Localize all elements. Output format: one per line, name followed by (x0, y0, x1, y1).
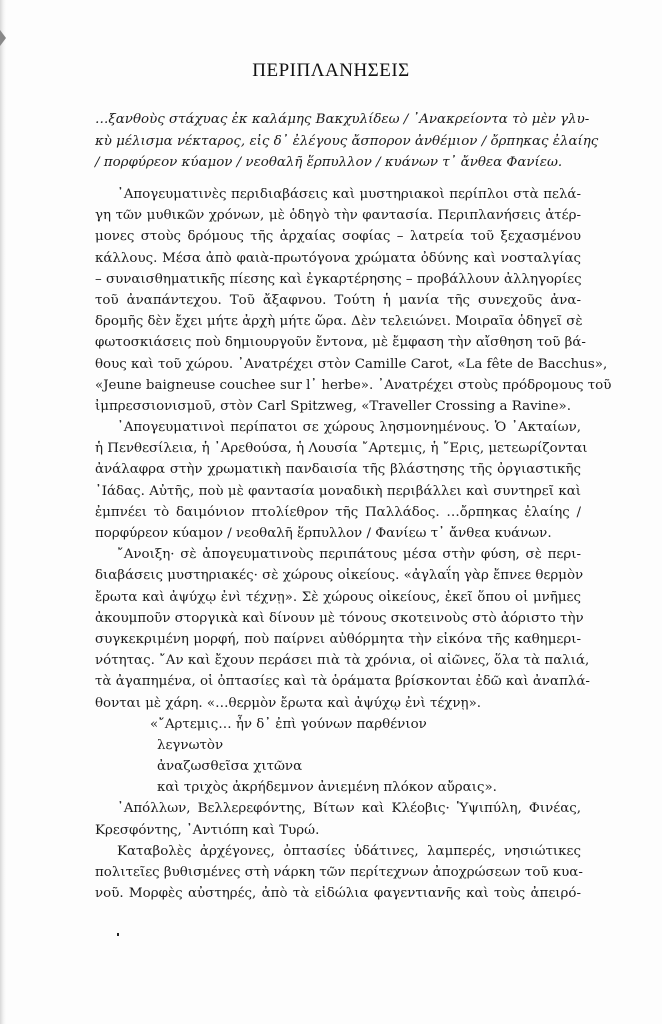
text-line: ἰμπρεσσιονισμοῦ, στὸν Carl Spitzweg, «Traveller Crossing a Ravine». (95, 398, 572, 414)
verse-line: λεγνωτὸν (157, 737, 224, 753)
text-line: γη τῶν μυθικῶν χρόνων, μὲ ὁδηγὸ τὴν φαντασία. Περιπλανήσεις ἀτέρ- (95, 208, 581, 224)
text-line: ᾽Ιάδας. Αὐτῆς, ποὺ μὲ φαντασία μοναδικὴ περιβάλλει καὶ συντηρεῖ καὶ (95, 483, 581, 499)
epigraph-line: …ξανθοὺς στάχυας ἐκ καλάμης Βακχυλίδεω / ᾽Ανακρείοντα τὸ μὲν γλυ- (95, 112, 590, 127)
text-line: ἔρωτα καὶ ἀψύχῳ ἐνὶ τέχνῃ». Σὲ χώρους οἰκείους, ἐκεῖ ὅπου οἱ μνῆμες (95, 589, 581, 605)
verse-line: «῎Αρτεμις… ἦν δ᾽ ἐπὶ γούνων παρθένιον (150, 716, 427, 732)
verse-line: καὶ τριχὸς ἀκρήδεμνον ἀνιεμένη πλόκον αὔραις». (157, 780, 497, 796)
text-line: ῎Ανοιξη· σὲ ἀπογευματινοὺς περιπάτους μέσα στὴν φύση, σὲ περι- (117, 547, 581, 563)
text-line: Κρεσφόντης, ᾽Αντιόπη καὶ Τυρώ. (95, 822, 320, 838)
verse-line: ἀναζωσθεῖσα χιτῶνα (157, 759, 303, 775)
text-line: διαβάσεις μυστηριακές· σὲ χώρους οἰκείους. «ἀγλαΐη γὰρ ἔπνεε θερμὸν (95, 568, 584, 584)
text-line: κάλλους. Μέσα ἀπὸ φαιὰ-πρωτόγονα χρώματα ὀδύνης καὶ νοσταλγίας (95, 250, 581, 266)
text-line: Καταβολὲς ἀρχέγονες, ὀπτασίες ὑδάτινες, λαμπερές, νησιώτικες (117, 843, 581, 859)
text-line: πολιτεῖες βυθισμένες στὴ νάρκη τῶν περίτεχνων ἀποχρώσεων τοῦ κυα- (95, 865, 583, 880)
epigraph (95, 109, 599, 174)
chapter-title: ΠΕΡΙΠΛΑΝΗΣΕΙΣ (252, 60, 410, 81)
text-line: τὰ ἀγαπημένα, οἱ ὀπτασίες καὶ τὰ ὁράματα βρίσκονται ἐδῶ καὶ ἀναπλά- (95, 674, 590, 690)
text-line: νότητας. ῎Αν καὶ ἔχουν περάσει πιὰ τὰ χρόνια, οἱ αἰῶνες, ὅλα τὰ παλιά, (95, 653, 590, 669)
text-line: – συναισθηματικῆς πίεσης καὶ ἐγκαρτέρησης – προβάλλουν ἀλληγορίες (95, 271, 582, 287)
text-line: «Jeune baigneuse couchee sur l᾽ herbe». ᾽Ανατρέχει στοὺς πρόδρομους τοῦ (95, 377, 612, 393)
epigraph-line: κὺ μέλισμα νέκταρος, εἰς δ᾽ ἐλέγους ἄσπορον ἀνθέμιον / ὄρπηκας ἐλαίης (95, 133, 599, 149)
text-line: θονται μὲ χάρη. «…θερμὸν ἔρωτα καὶ ἀψύχῳ ἐνὶ τέχνῃ». (95, 695, 482, 711)
text-line: πορφύρεον κύαμον / νεοθαλῆ ἕρπυλλον / Φανίεω τ᾽ ἄνθεα κυάνων. (95, 526, 552, 541)
text-line: θους καὶ τοῦ χώρου. ᾽Ανατρέχει στὸν Camille Carot, «La fête de Bacchus», (95, 356, 608, 372)
text-line: συγκεκριμένη μορφή, ποὺ παίρνει αὐθόρμητα τὴν εἰκόνα τῆς καθημερι- (95, 631, 581, 647)
text-line: ᾽Απογευματινοὶ περίπατοι σε χώρους λησμονημένους. Ὁ ᾽Ακταίων, (117, 420, 581, 436)
text-line: ᾽Απόλλων, Βελλερεφόντης, Βίτων καὶ Κλέοβις· Ὑψιπύλη, Φινέας, (117, 801, 581, 817)
text-line: ἀκουμποῦν στοργικὰ καὶ δίνουν μὲ τόνους σκοτεινοὺς στὸ ἀόριστο τὴν (95, 610, 584, 626)
body-text (95, 184, 612, 904)
text-line: ἡ Πενθεσίλεια, ἡ ᾽Αρεθούσα, ἡ Λουσία ῎Αρτεμις, ἡ ῎Ερις, μετεωρίζονται (95, 441, 588, 457)
text-line: ἐμπνέει τὸ δαιμόνιον πτολίεθρον τῆς Παλλάδος. …ὄρπηκας ἐλαίης / (95, 504, 581, 520)
text-line: ἀνάλαφρα στὴν χρωματικὴ πανδαισία τῆς βλάστησης τῆς ὀργιαστικῆς (95, 462, 581, 478)
text-line: ᾽Απογευματινὲς περιδιαβάσεις καὶ μυστηριακοὶ περίπλοι στὰ πελά- (117, 187, 581, 202)
text-line: τοῦ ἀναπάντεχου. Τοῦ ἄξαφνου. Τούτη ἡ μανία τῆς συνεχοῦς ἀνα- (95, 292, 581, 308)
text-line: δρομῆς δὲν ἔχει μήτε ἀρχὴ μήτε ὥρα. Δὲν τελειώνει. Μοιραῖα ὁδηγεῖ σὲ (95, 314, 583, 330)
text-line: φωτοσκιάσεις ποὺ δημιουργοῦν ἔντονα, μὲ ἔμφαση τὴν αἴσθηση τοῦ βά- (95, 335, 586, 351)
epigraph-line: / πορφύρεον κύαμον / νεοθαλῆ ἕρπυλλον / κυάνων τ᾽ ἄνθεα Φανίεω. (95, 155, 563, 170)
binding-notch-mark (0, 30, 6, 46)
page-binding-edge (0, 0, 6, 1024)
text-line: νοῦ. Μορφὲς αὐστηρές, ἀπὸ τὰ εἰδώλια φαγεντιανῆς καὶ τοὺς ἀπειρό- (95, 886, 581, 902)
text-line: μονες στοὺς δρόμους τῆς ἀρχαίας σοφίας – λατρεία τοῦ ξεχασμένου (95, 229, 581, 245)
scan-speck (117, 933, 119, 936)
